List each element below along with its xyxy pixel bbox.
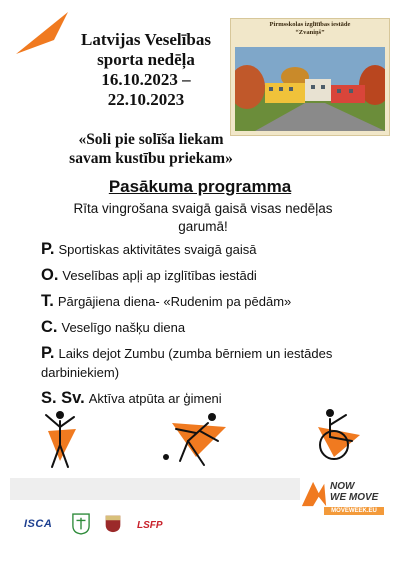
title-line-2: sporta nedēļa	[97, 50, 195, 69]
program-item-wednesday	[41, 292, 371, 311]
program-item-friday	[41, 344, 371, 382]
title-line-3: 16.10.2023 –	[101, 70, 191, 89]
activity-text: Veselības apļi ap izglītības iestādi	[62, 268, 257, 283]
wheelchair-figure-icon	[318, 409, 360, 459]
footer-band	[10, 478, 300, 500]
lsfp-logo: LSFP	[137, 520, 163, 531]
now-we-move-line-2: WE MOVE	[330, 492, 379, 503]
isca-logo: ISCA	[24, 518, 53, 530]
activity-text: Veselīgo našķu diena	[61, 320, 186, 335]
day-label: T.	[41, 292, 54, 310]
program-list	[41, 240, 371, 415]
photo-caption-line-2: “Zvaniņš”	[295, 29, 325, 36]
event-title	[70, 30, 222, 110]
program-title: Pasākuma programma	[108, 177, 292, 196]
ball-player-figure-icon	[163, 413, 226, 465]
motto	[46, 130, 256, 168]
latvian-crest-logo-icon	[102, 512, 124, 534]
day-label: S. Sv.	[41, 389, 85, 407]
sponsor-logos	[20, 510, 190, 546]
now-we-move-mark-icon	[300, 480, 328, 508]
sport-figures-illustration	[0, 405, 400, 485]
title-line-1: Latvijas Veselības	[81, 30, 211, 49]
activity-text: Pārgājiena diena- «Rudenim pa pēdām»	[57, 294, 292, 309]
jumping-figure-icon	[46, 411, 76, 467]
title-line-4: 22.10.2023	[107, 90, 185, 109]
photo-caption	[231, 21, 389, 37]
school-photo	[230, 18, 390, 136]
day-label: O.	[41, 266, 59, 284]
green-shield-logo-icon	[72, 512, 90, 536]
school-building-image	[235, 47, 385, 131]
motto-line-1: «Soli pie solīša liekam	[78, 131, 224, 148]
now-we-move-logo	[300, 478, 390, 520]
moveweek-website: MOVEWEEK.EU	[324, 507, 384, 515]
day-label: P.	[41, 344, 55, 362]
activity-text: Aktīva atpūta ar ģimeni	[88, 391, 222, 406]
motto-line-2: savam kustību priekam»	[69, 150, 233, 167]
day-label: P.	[41, 240, 55, 258]
orange-swoosh-logo	[14, 10, 70, 56]
morning-exercise-note: Rīta vingrošana svaigā gaisā visas nedēļas garumā!	[73, 201, 333, 234]
activity-text: Sportiskas aktivitātes svaigā gaisā	[58, 242, 257, 257]
program-item-tuesday	[41, 266, 371, 285]
photo-caption-line-1: Pirmsskolas izglītības iestāde	[269, 21, 351, 28]
activity-text: Laiks dejot Zumbu (zumba bērniem un iestādes darbiniekiem)	[41, 346, 333, 380]
day-label: C.	[41, 318, 58, 336]
program-item-monday	[41, 240, 371, 259]
now-we-move-line-1: NOW	[330, 481, 355, 492]
program-item-thursday	[41, 318, 371, 337]
